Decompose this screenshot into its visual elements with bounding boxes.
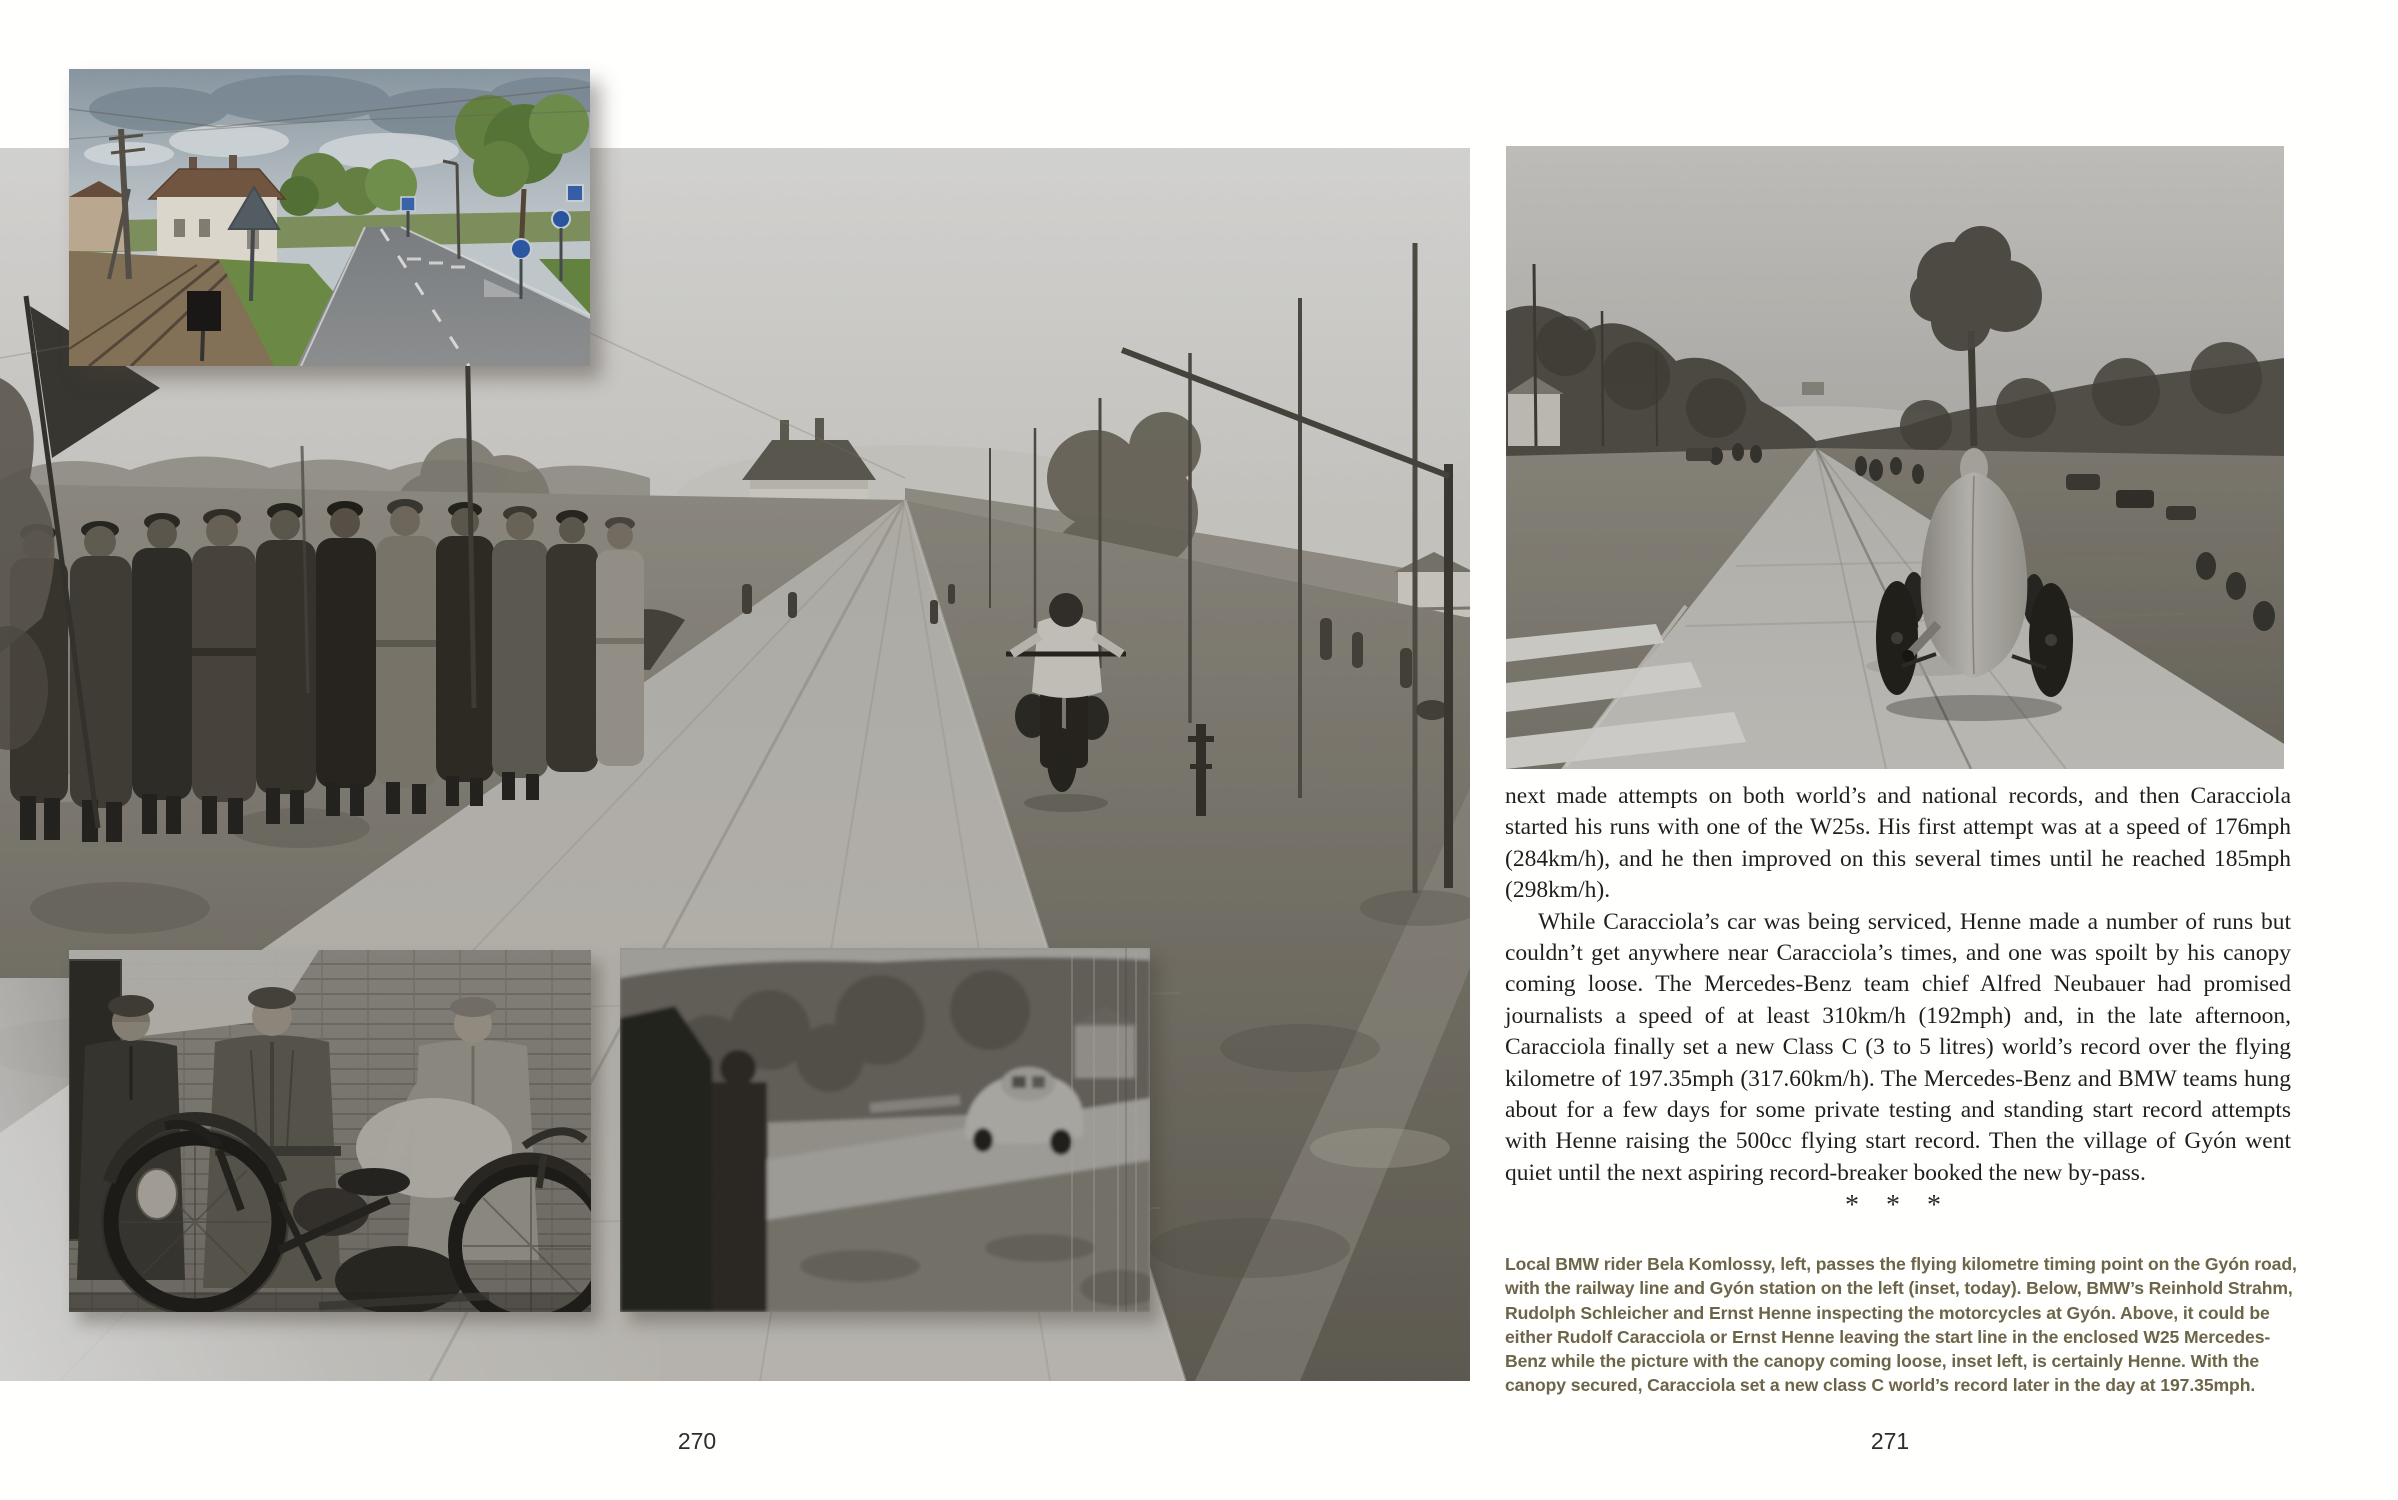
inset-motorcycles-image [69,950,591,1312]
inset-photo-today [69,69,590,366]
section-divider-asterisks: * * * [1845,1190,1951,1221]
page-number-right: 271 [1870,1428,1910,1454]
inset-photo-motorcycles [69,950,591,1312]
page-number-left: 270 [677,1428,717,1454]
photo-caption: Local BMW rider Bela Komlossy, left, passes the flying kilometre timing point on the Gyón road, with the railway line and Gyón station on the left (inset, today). Below, BMW’s Reinhold Strahm, Rudolph Schleicher and Ernst Henne inspecting the motorcycles at Gyón. Above, it could be either Rudolf Caracciola or Ernst Henne leaving the start line in the enclosed W25 Mercedes-Benz while the picture with the canopy coming loose, inset left, is certainly Henne. With the canopy secured, Caracciola set a new class C world’s record later in the day at 197.35mph. [1505,1254,2297,1396]
inset-canopy-image [620,948,1150,1312]
record-car-photo [1506,146,2284,769]
inset-today-image [69,69,590,366]
inset-photo-canopy-car [620,948,1150,1312]
body-paragraph-2: While Caracciola’s car was being serviced, Henne made a number of runs but couldn’t get anywhere near Caracciola’s times, and one was spoilt by his canopy coming loose. The Mercedes-Benz team chief Alfred Neubauer had promised journalists a speed of at least 310km/h (192mph) and, in the late afternoon, Caracciola finally set a new Class C (3 to 5 litres) world’s record over the flying kilometre of 197.35mph (317.60km/h). The Mercedes-Benz and BMW teams hung about for a few days for some private testing and standing start record attempts with Henne raising the 500cc flying start record. Then the village of Gyón went quiet until the next aspiring record-breaker booked the new by-pass. [1505,908,2291,1186]
body-text [1505,781,2291,1189]
record-car-image [1506,146,2284,769]
body-paragraph-1: next made attempts on both world’s and national records, and then Caracciola started his runs with one of the W25s. His first attempt was at a speed of 176mph (284km/h), and he then improved on this several times until he reached 185mph (298km/h). [1505,783,2291,904]
